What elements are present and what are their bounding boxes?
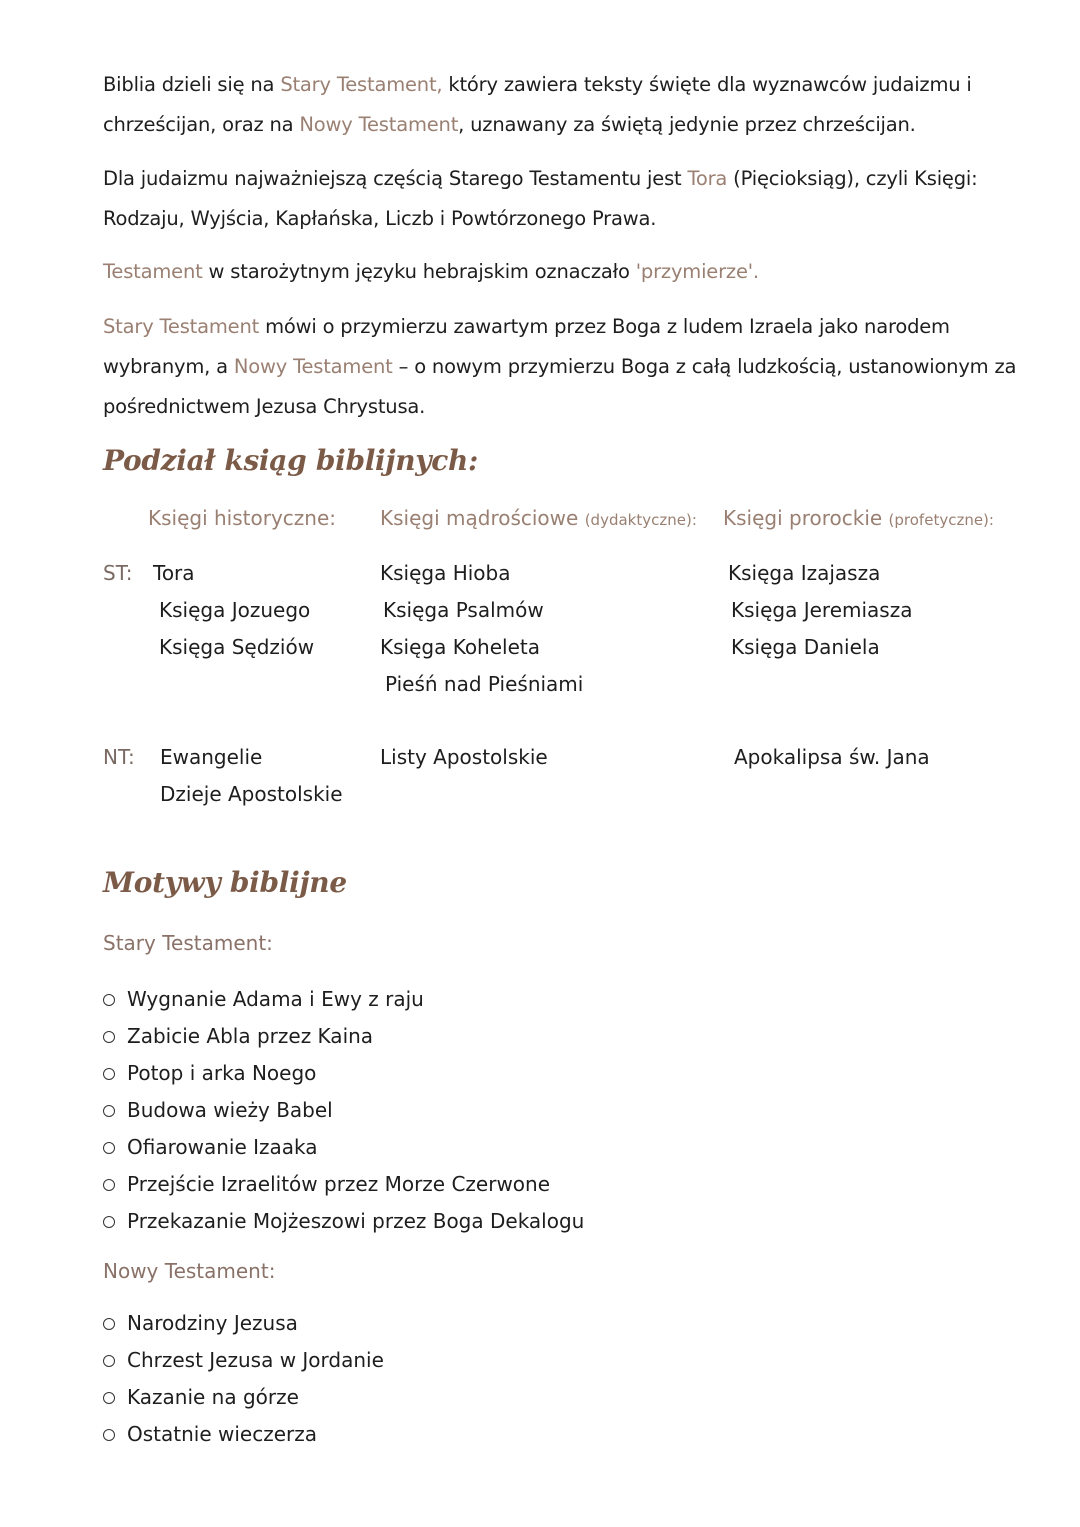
highlight-nowy-testament: Nowy Testament	[233, 355, 393, 378]
book-item: Tora	[153, 561, 195, 585]
column-header-prophetic	[723, 506, 994, 530]
text: – o nowym przymierzu Boga z całą ludzkością, ustanowionym za pośrednictwem Jezusa Chrystusa.	[103, 355, 1017, 418]
list-item	[103, 1129, 584, 1166]
text: w starożytnym języku hebrajskim oznaczało	[202, 260, 636, 283]
list-item-text: Ostatnie wieczerza	[127, 1422, 317, 1446]
column-header-sub: (profetyczne):	[888, 511, 994, 529]
text: , uznawany za świętą jedynie przez chrześcijan.	[458, 113, 916, 136]
list-item-text: Wygnanie Adama i Ewy z raju	[127, 987, 424, 1011]
list-item	[103, 1342, 384, 1379]
list-item	[103, 1092, 584, 1129]
book-item: Księga Psalmów	[383, 598, 544, 622]
list-item	[103, 1166, 584, 1203]
book-item: Księga Izajasza	[728, 561, 881, 585]
circle-bullet-icon	[103, 1318, 115, 1330]
nt-wisdom-list	[380, 739, 548, 776]
list-item-text: Przekazanie Mojżeszowi przez Boga Dekalogu	[127, 1209, 585, 1233]
motifs-st-label: Stary Testament:	[103, 931, 273, 955]
list-item-text: Chrzest Jezusa w Jordanie	[127, 1348, 384, 1372]
book-item: Księga Jozuego	[159, 598, 311, 622]
column-header-label: Księgi mądrościowe	[380, 506, 579, 530]
text: mówi o przymierzu zawartym przez Boga z ludem Izraela jako narodem wybranym, a	[103, 315, 950, 378]
intro-paragraph-3	[103, 252, 1033, 292]
st-wisdom-list	[380, 555, 583, 703]
list-item	[103, 981, 584, 1018]
list-item-text: Przejście Izraelitów przez Morze Czerwone	[127, 1172, 551, 1196]
nt-label: NT:	[103, 745, 135, 769]
nt-historical-list	[160, 739, 343, 813]
highlight-stary-testament: Stary Testament	[103, 315, 260, 338]
highlight-tora: Tora	[687, 167, 728, 190]
column-header-historical	[148, 506, 336, 530]
st-label: ST:	[103, 561, 133, 585]
circle-bullet-icon	[103, 994, 115, 1006]
motifs-heading: Motywy biblijne	[103, 866, 347, 899]
circle-bullet-icon	[103, 1429, 115, 1441]
list-item-text: Kazanie na górze	[127, 1385, 299, 1409]
text: Biblia dzieli się na	[103, 73, 281, 96]
nt-prophetic-list	[734, 739, 930, 776]
list-item-text: Ofiarowanie Izaaka	[127, 1135, 318, 1159]
list-item	[103, 1379, 384, 1416]
highlight-przymierze: 'przymierze'.	[635, 260, 759, 283]
list-item-text: Zabicie Abla przez Kaina	[127, 1024, 374, 1048]
circle-bullet-icon	[103, 1031, 115, 1043]
circle-bullet-icon	[103, 1179, 115, 1191]
column-header-wisdom	[380, 506, 697, 530]
highlight-testament: Testament	[103, 260, 203, 283]
list-item-text: Narodziny Jezusa	[127, 1311, 298, 1335]
circle-bullet-icon	[103, 1142, 115, 1154]
st-prophetic-list	[728, 555, 912, 666]
column-header-sub: (dydaktyczne):	[584, 511, 697, 529]
book-item: Księga Daniela	[731, 635, 880, 659]
highlight-nowy-testament: Nowy Testament	[299, 113, 459, 136]
book-item: Księga Jeremiasza	[731, 598, 913, 622]
text: (Pięcioksiąg), czyli Księgi: Rodzaju, Wyjścia, Kapłańska, Liczb i Powtórzonego Prawa.	[103, 167, 978, 230]
book-item: Księga Sędziów	[159, 635, 315, 659]
st-historical-list	[153, 555, 314, 666]
division-heading: Podział ksiąg biblijnych:	[103, 444, 479, 477]
text: Dla judaizmu najważniejszą częścią Starego Testamentu jest	[103, 167, 688, 190]
book-item: Dzieje Apostolskie	[160, 782, 343, 806]
circle-bullet-icon	[103, 1392, 115, 1404]
circle-bullet-icon	[103, 1068, 115, 1080]
motifs-st-list	[103, 981, 584, 1240]
list-item	[103, 1018, 584, 1055]
circle-bullet-icon	[103, 1355, 115, 1367]
list-item	[103, 1055, 584, 1092]
text: który zawiera teksty święte dla wyznawców judaizmu i chrześcijan, oraz na	[103, 73, 972, 136]
book-item: Listy Apostolskie	[380, 745, 548, 769]
book-item: Apokalipsa św. Jana	[734, 745, 930, 769]
circle-bullet-icon	[103, 1216, 115, 1228]
circle-bullet-icon	[103, 1105, 115, 1117]
intro-paragraph-1	[103, 65, 1033, 145]
motifs-nt-label: Nowy Testament:	[103, 1259, 276, 1283]
column-header-label: Księgi historyczne:	[148, 506, 337, 530]
list-item-text: Potop i arka Noego	[127, 1061, 317, 1085]
column-header-label: Księgi prorockie	[723, 506, 883, 530]
list-item	[103, 1305, 384, 1342]
book-item: Ewangelie	[160, 745, 263, 769]
list-item	[103, 1416, 384, 1453]
intro-paragraph-4	[103, 307, 1033, 427]
book-item: Pieśń nad Pieśniami	[385, 672, 584, 696]
list-item	[103, 1203, 584, 1240]
motifs-nt-list	[103, 1305, 384, 1453]
intro-paragraph-2	[103, 159, 1033, 239]
book-item: Księga Koheleta	[380, 635, 540, 659]
list-item-text: Budowa wieży Babel	[127, 1098, 333, 1122]
highlight-stary-testament: Stary Testament,	[280, 73, 443, 96]
book-item: Księga Hioba	[380, 561, 511, 585]
